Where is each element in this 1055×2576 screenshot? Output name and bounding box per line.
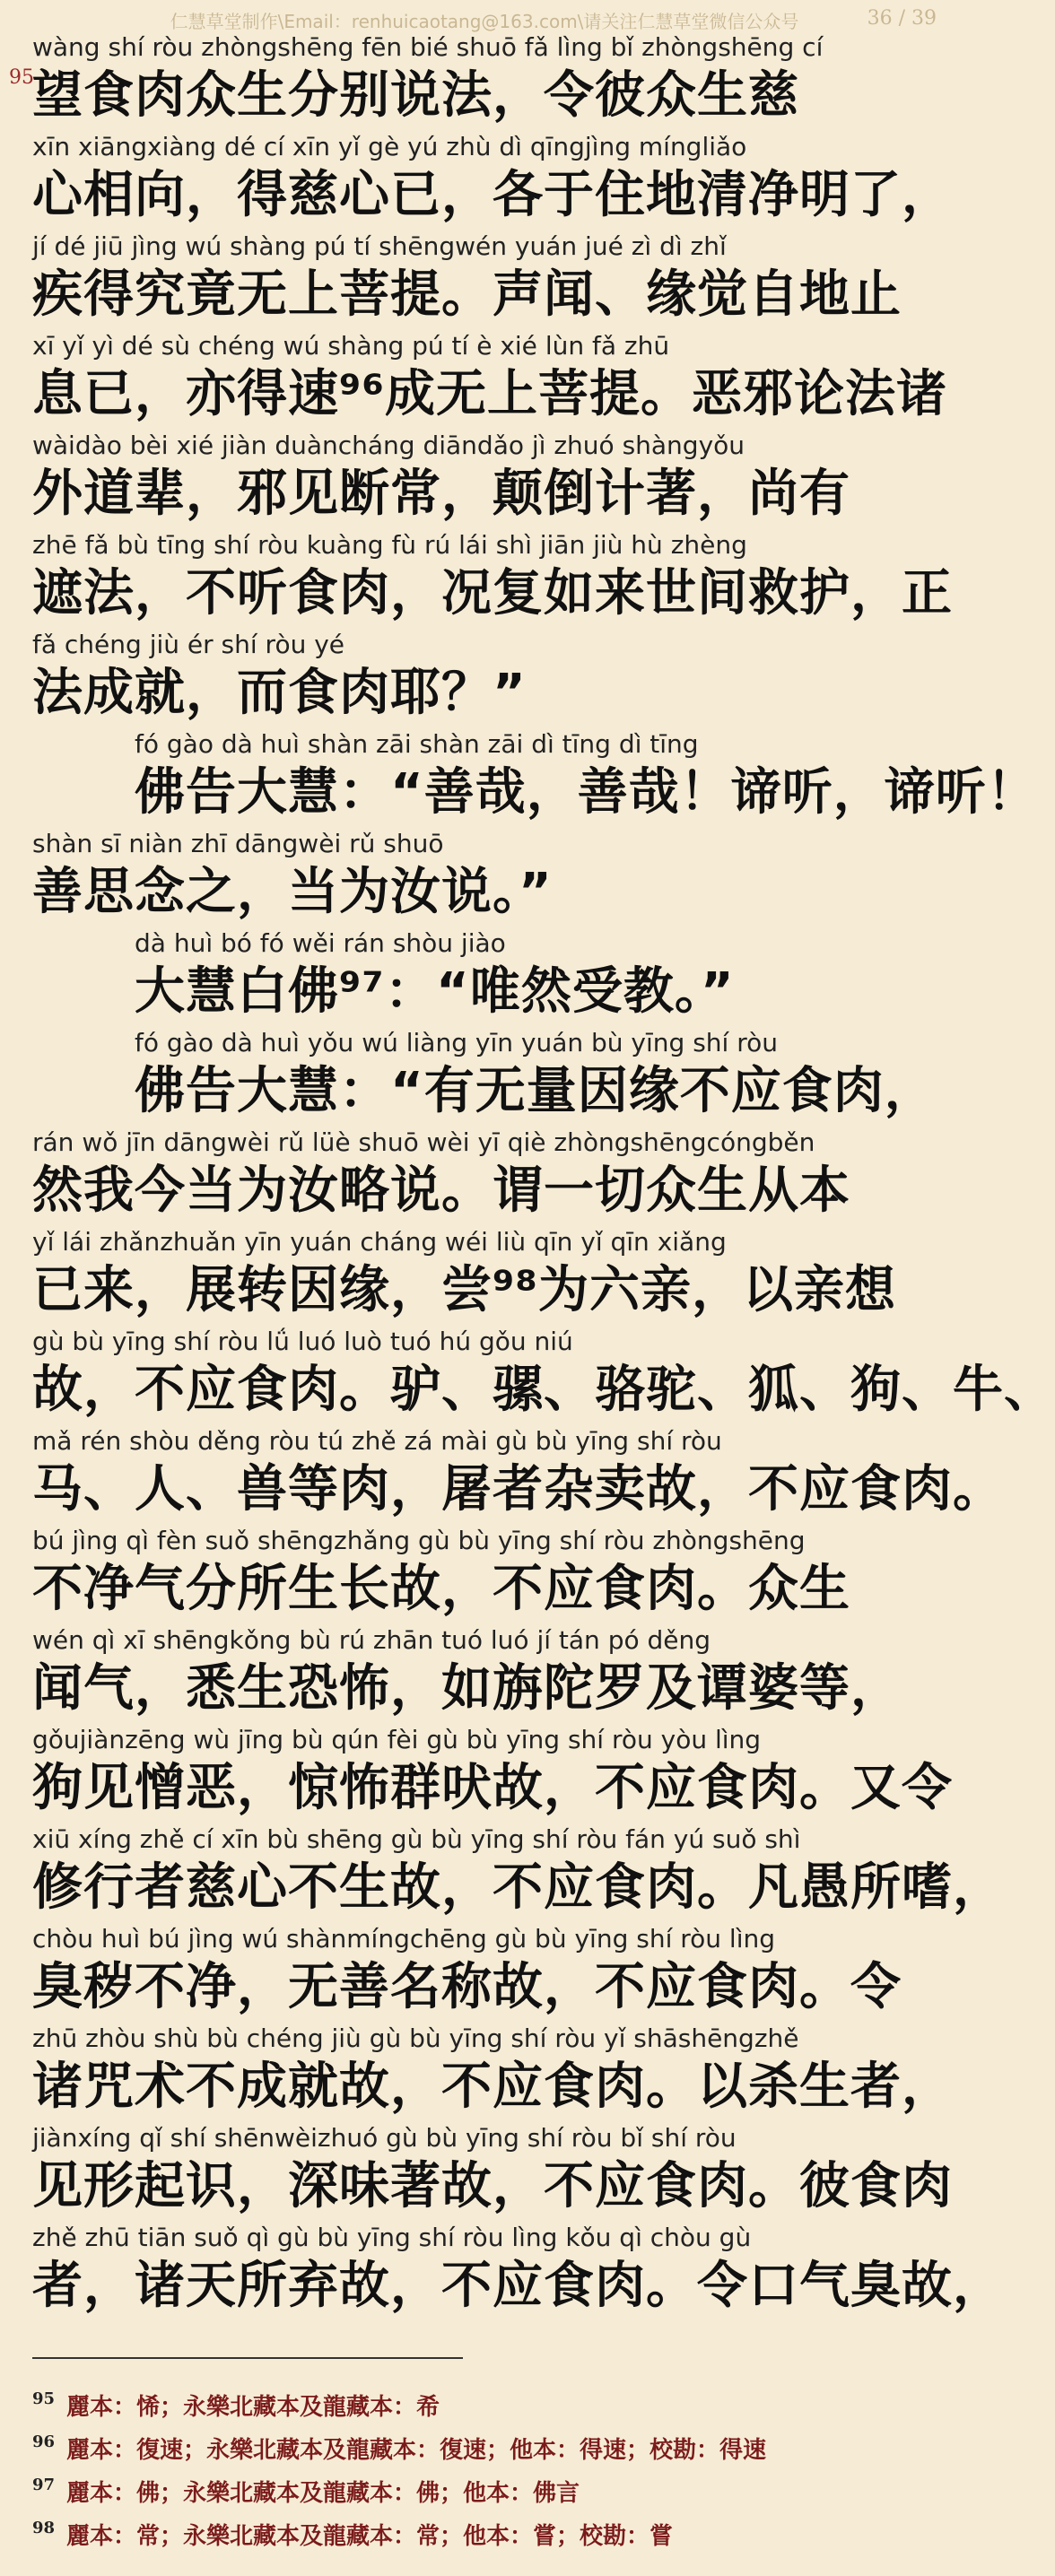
- pinyin-line: gù bù yīng shí ròu lǘ luó luò tuó hú gǒu niú: [32, 1327, 573, 1356]
- pinyin-line: xī yǐ yì dé sù chéng wú shàng pú tí è xié lùn fǎ zhū: [32, 331, 670, 361]
- hanzi-line: 闻气，悉生恐怖，如旃陀罗及谭婆等，: [32, 1659, 902, 1718]
- hanzi-line: 外道辈，邪见断常，颠倒计著，尚有: [32, 465, 850, 523]
- pinyin-line: fó gào dà huì shàn zāi shàn zāi dì tīng dì tīng: [135, 729, 699, 759]
- hanzi-line: 佛告大慧：“善哉，善哉！谛听，谛听！: [135, 763, 1038, 822]
- footnote-number: 98: [32, 2519, 56, 2537]
- pinyin-line: gǒujiànzēng wù jīng bù qún fèi gù bù yīng shí ròu yòu lìng: [32, 1725, 762, 1754]
- hanzi-line: 然我今当为汝略说。谓一切众生从本: [32, 1162, 850, 1220]
- pinyin-line: fǎ chéng jiù ér shí ròu yé: [32, 630, 345, 659]
- hanzi-line: 故，不应食肉。驴、骡、骆驼、狐、狗、牛、: [32, 1361, 1055, 1419]
- text-line: [0, 528, 969, 628]
- footnotes: [32, 2386, 938, 2558]
- footnote-text: 麗本：悕；永樂北藏本及龍藏本：希: [66, 2394, 440, 2421]
- pinyin-line: wàng shí ròu zhòngshēng fēn bié shuō fǎ lìng bǐ zhòngshēng cí: [32, 32, 824, 62]
- text-line: [0, 2121, 969, 2221]
- text-line: [0, 1126, 969, 1225]
- hanzi-line: 法成就，而食肉耶？”: [32, 664, 527, 722]
- pinyin-line: wén qì xī shēngkǒng bù rú zhān tuó luó jí tán pó děng: [32, 1625, 711, 1655]
- hanzi-line: 息已，亦得速⁹⁶成无上菩提。恶邪论法诸: [32, 365, 948, 423]
- text-line: [0, 727, 1038, 827]
- pinyin-line: xiū xíng zhě cí xīn bù shēng gù bù yīng shí ròu fán yú suǒ shì: [32, 1824, 801, 1854]
- text-line: [0, 2221, 1004, 2320]
- pinyin-line: shàn sī niàn zhī dāngwèi rǔ shuō: [32, 829, 444, 858]
- text-line: [0, 1524, 969, 1623]
- pinyin-line: chòu huì bú jìng wú shànmíngchēng gù bù yīng shí ròu lìng: [32, 1924, 776, 1954]
- pinyin-line: jiànxíng qǐ shí shēnwèizhuó gù bù yīng shí ròu bǐ shí ròu: [32, 2123, 737, 2153]
- hanzi-line: 大慧白佛⁹⁷：“唯然受教。”: [135, 962, 735, 1021]
- pinyin-line: yǐ lái zhǎnzhuǎn yīn yuán cháng wéi liù qīn yǐ qīn xiǎng: [32, 1227, 727, 1257]
- hanzi-line: 马、人、兽等肉，屠者杂卖故，不应食肉。: [32, 1460, 1004, 1519]
- hanzi-line: 见形起识，深味著故，不应食肉。彼食肉: [32, 2157, 953, 2215]
- pinyin-line: fó gào dà huì yǒu wú liàng yīn yuán bù yīng shí ròu: [135, 1028, 778, 1057]
- hanzi-line: 已来，展转因缘，尝⁹⁸为六亲，以亲想: [32, 1261, 897, 1319]
- hanzi-line: 修行者慈心不生故，不应食肉。凡愚所嗜，: [32, 1858, 1004, 1917]
- pinyin-line: mǎ rén shòu děng ròu tú zhě zá mài gù bù yīng shí ròu: [32, 1426, 722, 1456]
- footnote: [32, 2472, 938, 2515]
- hanzi-line: 不净气分所生长故，不应食肉。众生: [32, 1560, 850, 1618]
- hanzi-line: 臭秽不净，无善名称故，不应食肉。令: [32, 1958, 902, 2016]
- footnote-text: 麗本：佛；永樂北藏本及龍藏本：佛；他本：佛言: [66, 2480, 580, 2507]
- hanzi-line: 疾得究竟无上菩提。声闻、缘觉自地止: [32, 265, 902, 324]
- pinyin-line: rán wǒ jīn dāngwèi rǔ lüè shuō wèi yī qiè zhòngshēngcóngběn: [32, 1127, 815, 1157]
- hanzi-line: 狗见憎恶，惊怖群吠故，不应食肉。又令: [32, 1759, 953, 1817]
- text-line: [0, 30, 969, 130]
- text-line: [0, 1823, 1004, 1922]
- footnote-divider: [32, 2357, 463, 2359]
- text-line: [0, 230, 969, 329]
- pinyin-line: wàidào bèi xié jiàn duàncháng diāndǎo jì zhuó shàngyǒu: [32, 431, 745, 460]
- scripture-text: [0, 30, 1055, 2320]
- footnote-text: 麗本：復速；永樂北藏本及龍藏本：復速；他本：得速；校勘：得速: [66, 2437, 767, 2464]
- text-line: [0, 1723, 969, 1823]
- footnote-number: 97: [32, 2476, 56, 2494]
- hanzi-line: 诸咒术不成就故，不应食肉。以杀生者，: [32, 2058, 953, 2116]
- pinyin-line: zhě zhū tiān suǒ qì gù bù yīng shí ròu lìng kǒu qì chòu gù: [32, 2223, 752, 2252]
- footnote-number: 95: [32, 2389, 56, 2408]
- text-line: [0, 429, 969, 528]
- text-line: [0, 1225, 969, 1325]
- text-line: [0, 1922, 969, 2022]
- pinyin-line: zhū zhòu shù bù chéng jiù gù bù yīng shí ròu yǐ shāshēngzhě: [32, 2023, 799, 2053]
- page-number: 36 / 39: [867, 7, 937, 30]
- hanzi-line: 心相向，得慈心已，各于住地清净明了，: [32, 166, 953, 224]
- pinyin-line: dà huì bó fó wěi rán shòu jiào: [135, 928, 506, 958]
- footnote: [32, 2386, 938, 2429]
- pinyin-line: bú jìng qì fèn suǒ shēngzhǎng gù bù yīng shí ròu zhòngshēng: [32, 1526, 806, 1555]
- pinyin-line: jí dé jiū jìng wú shàng pú tí shēngwén yuán jué zì dì zhǐ: [32, 231, 727, 261]
- text-line: [0, 827, 969, 927]
- footnote: [32, 2515, 938, 2558]
- text-line: [0, 329, 969, 429]
- text-line: [0, 130, 969, 230]
- hanzi-line: 遮法，不听食肉，况复如来世间救护，正: [32, 564, 953, 622]
- text-line: [0, 1325, 1055, 1424]
- hanzi-line: 佛告大慧：“有无量因缘不应食肉，: [135, 1062, 936, 1120]
- footnote: [32, 2429, 938, 2472]
- text-line: [0, 1623, 969, 1723]
- pinyin-line: xīn xiāngxiàng dé cí xīn yǐ gè yú zhù dì qīngjìng míngliǎo: [32, 132, 747, 161]
- footnote-number: 96: [32, 2432, 56, 2451]
- pinyin-line: zhē fǎ bù tīng shí ròu kuàng fù rú lái shì jiān jiù hù zhèng: [32, 530, 747, 560]
- text-line: [0, 628, 969, 727]
- text-line: [0, 927, 969, 1026]
- footnote-marker: 95: [9, 66, 34, 89]
- hanzi-line: 者，诸天所弃故，不应食肉。令口气臭故，: [32, 2257, 1004, 2315]
- text-line: [0, 1026, 969, 1126]
- text-line: [0, 1424, 1004, 1524]
- footnote-text: 麗本：常；永樂北藏本及龍藏本：常；他本：嘗；校勘：嘗: [66, 2523, 674, 2550]
- hanzi-line: 望食肉众生分别说法，令彼众生慈: [32, 66, 799, 125]
- header-watermark: 仁慧草堂制作\Email：renhuicaotang@163.com\请关注仁慧草堂微信公众号: [170, 11, 799, 32]
- hanzi-line: 善思念之，当为汝说。”: [32, 863, 553, 921]
- text-line: [0, 2022, 969, 2121]
